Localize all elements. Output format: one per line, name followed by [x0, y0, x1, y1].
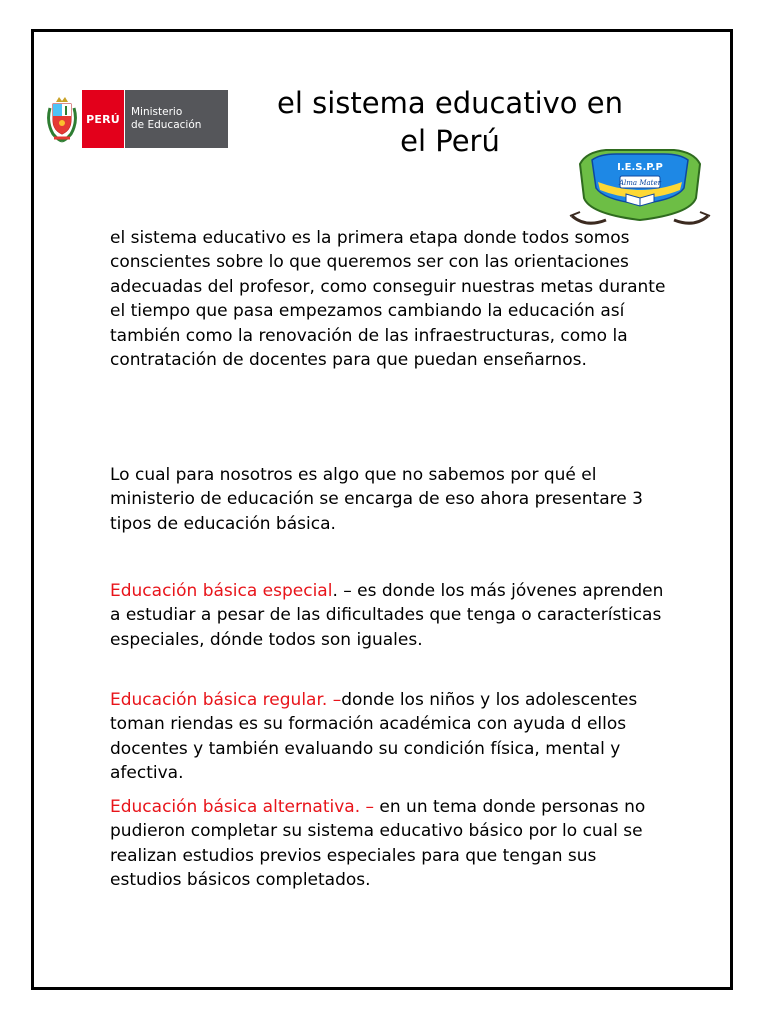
school-emblem-icon — [566, 146, 714, 232]
type-heading-regular: Educación básica regular. – — [110, 690, 342, 710]
type-text-special: es donde los más jóvenes aprenden a estudiar a pesar de las dificultades que tenga o características especiales, dónde todos son iguales. — [110, 581, 664, 650]
emblem-center-text: Alma Mater — [619, 179, 661, 187]
type-text-alternative: en un tema donde personas no pudieron completar su sistema educativo básico por lo cual se realizan estudios previos especiales para que tengan sus estudios básicos completados. — [110, 797, 646, 891]
peru-label: PERÚ — [82, 90, 124, 148]
education-type-alternative — [110, 795, 670, 893]
ministry-line-1: Ministerio — [131, 106, 183, 118]
education-type-special — [110, 579, 670, 652]
type-heading-special: Educación básica especial — [110, 581, 333, 601]
second-paragraph: Lo cual para nosotros es algo que no sabemos por qué el ministerio de educación se encarga de eso ahora presentare 3 tipos de educación básica. — [110, 465, 643, 534]
education-type-regular — [110, 688, 670, 786]
ministry-label — [124, 90, 228, 148]
type-separator-special: . – — [332, 581, 358, 601]
type-text-regular: donde los niños y los adolescentes toman riendas es su formación académica con ayuda d ellos docentes y también evaluando su condición física, mental y afectiva. — [110, 690, 638, 784]
title-line-2: el Perú — [400, 124, 500, 158]
title-line-1: el sistema educativo en — [277, 86, 623, 120]
emblem-top-text: I.E.S.P.P — [617, 162, 663, 173]
intro-paragraph: el sistema educativo es la primera etapa donde todos somos conscientes sobre lo que queremos ser con las orientaciones adecuadas del profesor, como conseguir nuestras metas durante el tiempo que pasa empezamos cambiando la educación así también como la renovación de las infraestructuras, como la contratación de docentes para que puedan enseñarnos. — [110, 228, 666, 371]
ministry-logo — [44, 90, 228, 148]
type-heading-alternative: Educación básica alternativa. – — [110, 797, 374, 817]
ministry-line-2: de Educación — [131, 119, 202, 131]
coat-of-arms-icon — [44, 90, 80, 148]
